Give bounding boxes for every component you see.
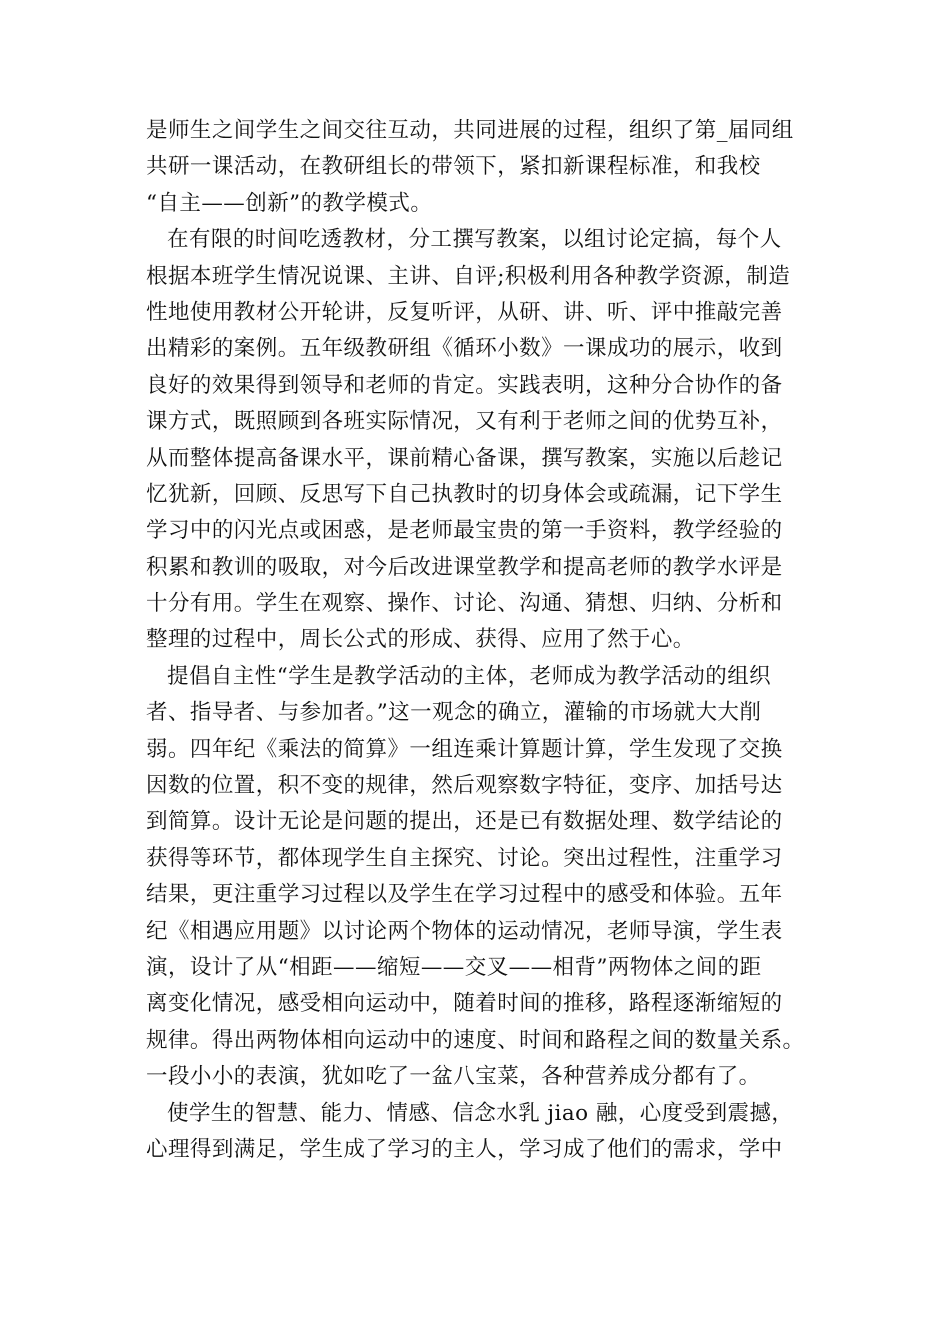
- paragraph-start-line: 提倡自主性“学生是教学活动的主体，老师成为教学活动的组织: [167, 663, 772, 689]
- text-line: 获得等环节，都体现学生自主探究、讨论。突出过程性，注重学习: [146, 845, 783, 871]
- text-line: 整理的过程中，周长公式的形成、获得、应用了然于心。: [146, 627, 695, 653]
- text-line: 弱。四年纪《乘法的简算》一组连乘计算题计算，学生发现了交换: [146, 736, 783, 762]
- text-line: 积累和教训的吸取，对今后改进课堂教学和提高老师的教学水评是: [146, 554, 783, 580]
- text-line: 出精彩的案例。五年级教研组《循环小数》一课成功的展示，收到: [146, 336, 783, 362]
- text-line: 纪《相遇应用题》以讨论两个物体的运动情况，老师导演，学生表: [146, 918, 783, 944]
- text-line: 忆犹新，回顾、反思写下自己执教时的切身体会或疏漏，记下学生: [146, 481, 783, 507]
- text-line: 根据本班学生情况说课、主讲、自评;积极利用各种教学资源，制造: [146, 263, 791, 289]
- text-line: 演，设计了从“相距——缩短——交叉——相背”两物体之间的距: [146, 954, 762, 980]
- text-line: 学习中的闪光点或困惑，是老师最宝贵的第一手资料，教学经验的: [146, 518, 783, 544]
- text-line: 离变化情况，感受相向运动中，随着时间的推移，路程逐渐缩短的: [146, 991, 783, 1017]
- text-line: 一段小小的表演，犹如吃了一盆八宝菜，各种营养成分都有了。: [146, 1064, 761, 1090]
- text-line: 从而整体提高备课水平，课前精心备课，撰写教案，实施以后趁记: [146, 445, 783, 471]
- paragraph-start-line: 使学生的智慧、能力、情感、信念水乳 jiao 融，心度受到震撼，: [167, 1100, 794, 1126]
- text-line: 课方式，既照顾到各班实际情况，又有利于老师之间的优势互补，: [146, 409, 783, 435]
- text-line: 十分有用。学生在观察、操作、讨论、沟通、猜想、归纳、分析和: [146, 591, 783, 617]
- text-line: 心理得到满足，学生成了学习的主人，学习成了他们的需求，学中: [146, 1136, 783, 1162]
- text-line: “自主——创新”的教学模式。: [146, 190, 433, 216]
- document-body: [146, 113, 826, 1168]
- text-line: 因数的位置，积不变的规律，然后观察数字特征，变序、加括号达: [146, 773, 783, 799]
- text-line: 者、指导者、与参加者。”这一观念的确立，灌输的市场就大大削: [146, 700, 762, 726]
- text-line: 到简算。设计无论是问题的提出，还是已有数据处理、数学结论的: [146, 809, 783, 835]
- text-line: 共研一课活动，在教研组长的带领下，紧扣新课程标准，和我校: [146, 154, 761, 180]
- text-line: 是师生之间学生之间交往互动，共同进展的过程，组织了第_届同组: [146, 118, 794, 143]
- text-line: 良好的效果得到领导和老师的肯定。实践表明，这种分合协作的备: [146, 372, 783, 398]
- paragraph-start-line: 在有限的时间吃透教材，分工撰写教案，以组讨论定搞，每个人: [167, 227, 782, 253]
- text-line: 性地使用教材公开轮讲，反复听评，从研、讲、听、评中推敲完善: [146, 299, 783, 325]
- text-line: 规律。得出两物体相向运动中的速度、时间和路程之间的数量关系。: [146, 1027, 805, 1053]
- text-line: 结果，更注重学习过程以及学生在学习过程中的感受和体验。五年: [146, 882, 783, 908]
